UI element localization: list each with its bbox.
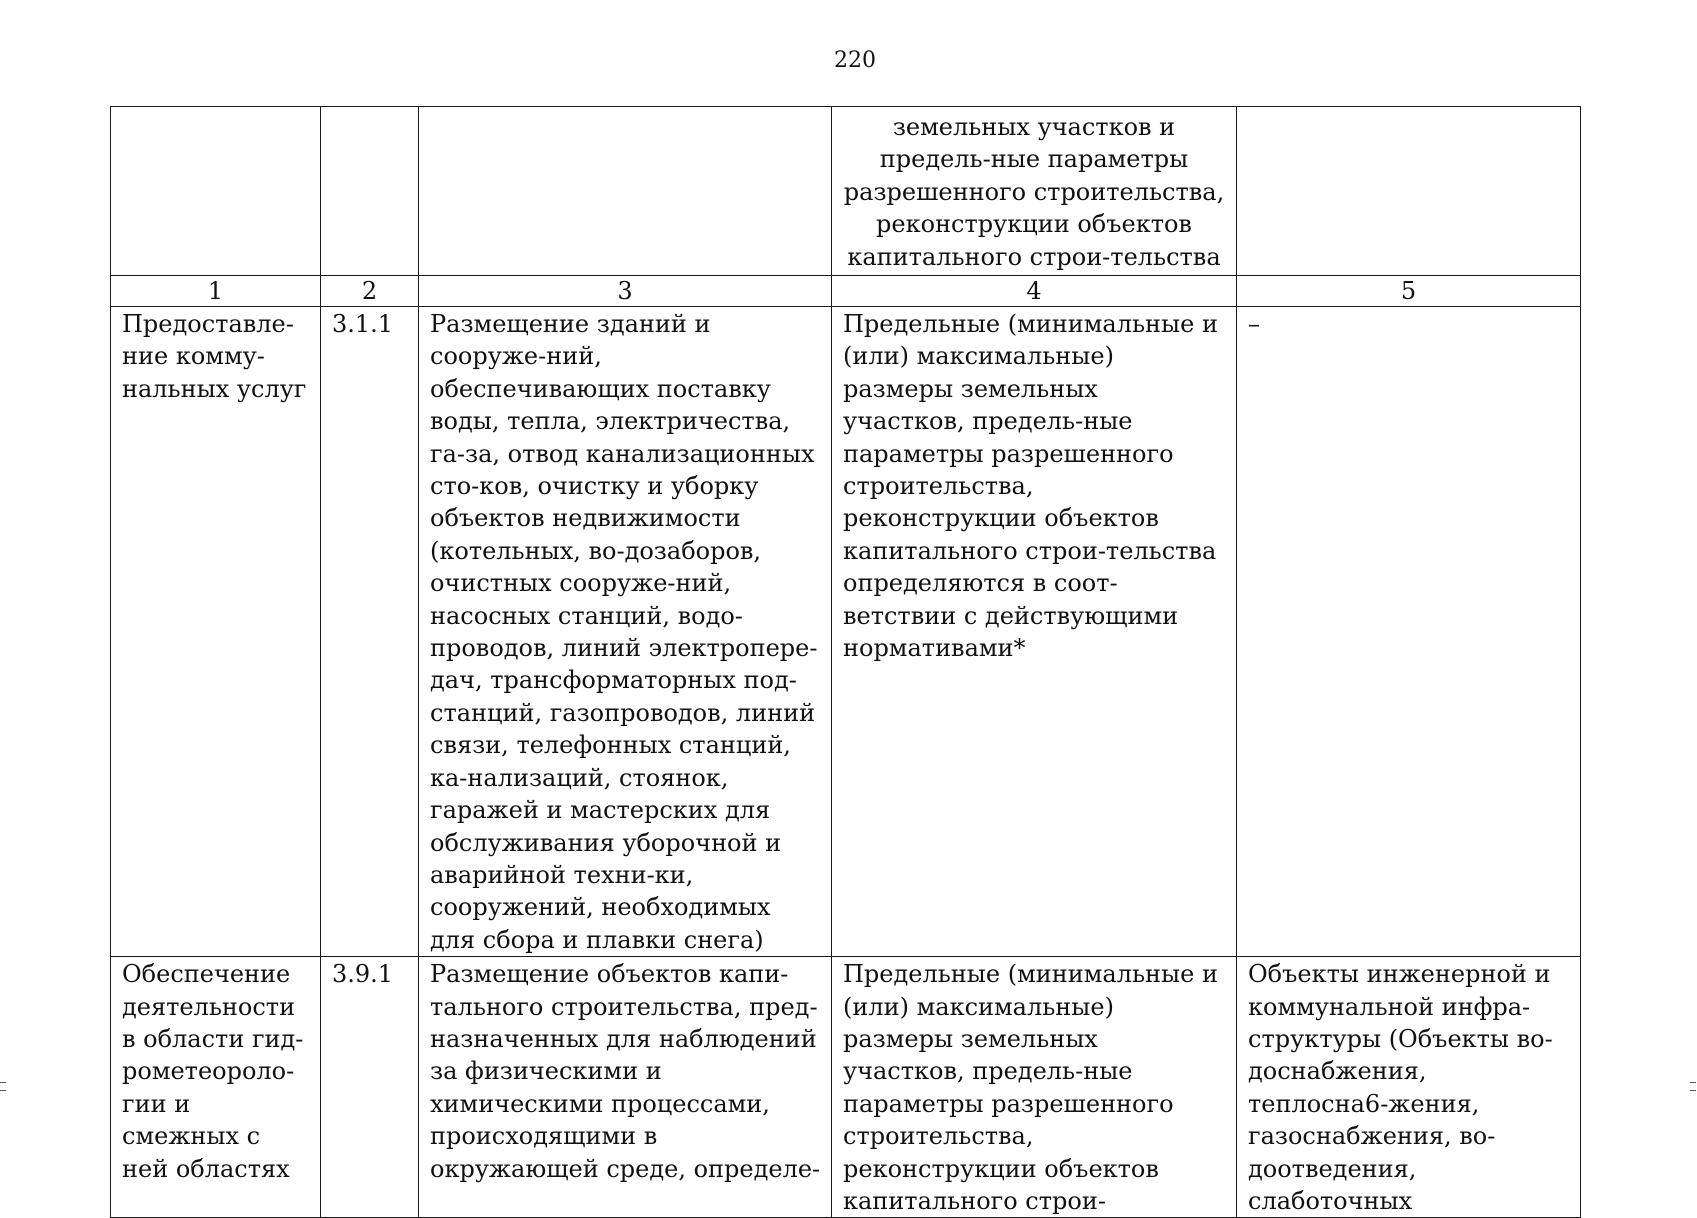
land-use-restrictions: – bbox=[1237, 307, 1581, 957]
continuation-cell-1 bbox=[111, 107, 321, 276]
page-number: 220 bbox=[834, 48, 876, 73]
land-use-code: 3.1.1 bbox=[321, 307, 419, 957]
land-use-description: Размещение объектов капи-тального строительства, пред-назначенных для наблюдений за физическими и химическими процессами, происходящими в окружающей среде, определе- bbox=[419, 957, 832, 1218]
column-number-1: 1 bbox=[111, 276, 321, 307]
land-use-name: Предоставле-ние комму-нальных услуг bbox=[111, 307, 321, 957]
column-number-row bbox=[111, 276, 1581, 307]
land-use-description: Размещение зданий и сооруже-ний, обеспечивающих поставку воды, тепла, электричества, га-за, отвод канализационных сто-ков, очистку и уборку объектов недвижимости (котельных, во-дозаборов, очистных сооруже-ний, насосных станций, водо-проводов, линий электропере-дач, трансформаторных под-станций, газопроводов, линий связи, телефонных станций, ка-нализаций, стоянок, гаражей и мастерских для обслуживания уборочной и аварийной техни-ки, сооружений, необходимых для сбора и плавки снега) bbox=[419, 307, 832, 957]
table-row bbox=[111, 307, 1581, 957]
land-use-restrictions: Объекты инженерной и коммунальной инфра-структуры (Объекты во-доснабжения, теплосна6-жения, газоснабжения, во-доотведения, слаботочных bbox=[1237, 957, 1581, 1218]
scan-edge-mark-right bbox=[1690, 1090, 1696, 1091]
scan-edge-mark-left bbox=[0, 1090, 6, 1091]
scan-edge-mark-right bbox=[1690, 1082, 1696, 1083]
land-use-name: Обеспечение деятельности в области гид-рометеороло-гии и смежных с ней областях bbox=[111, 957, 321, 1218]
continuation-cell-2 bbox=[321, 107, 419, 276]
scan-edge-mark-left bbox=[0, 1082, 6, 1083]
table-row bbox=[111, 957, 1581, 1218]
land-use-code: 3.9.1 bbox=[321, 957, 419, 1218]
continuation-text: земельных участков и предель-ные параметры разрешенного строительства, реконструкции объектов капитального строи-тельства bbox=[843, 113, 1225, 271]
column-number-3: 3 bbox=[419, 276, 832, 307]
land-use-parameters: Предельные (минимальные и (или) максимальные) размеры земельных участков, предель-ные параметры разрешенного строительства, реконструкции объектов капитального строи- bbox=[832, 957, 1237, 1218]
continuation-cell-3 bbox=[419, 107, 832, 276]
land-use-parameters: Предельные (минимальные и (или) максимальные) размеры земельных участков, предель-ные параметры разрешенного строительства, реконструкции объектов капитального строи-тельства определяются в соот-ветствии с действующими нормативами* bbox=[832, 307, 1237, 957]
continuation-row bbox=[111, 107, 1581, 276]
column-number-5: 5 bbox=[1237, 276, 1581, 307]
land-use-table bbox=[110, 106, 1581, 1218]
continuation-cell-4 bbox=[832, 107, 1237, 276]
continuation-cell-5 bbox=[1237, 107, 1581, 276]
column-number-4: 4 bbox=[832, 276, 1237, 307]
column-number-2: 2 bbox=[321, 276, 419, 307]
